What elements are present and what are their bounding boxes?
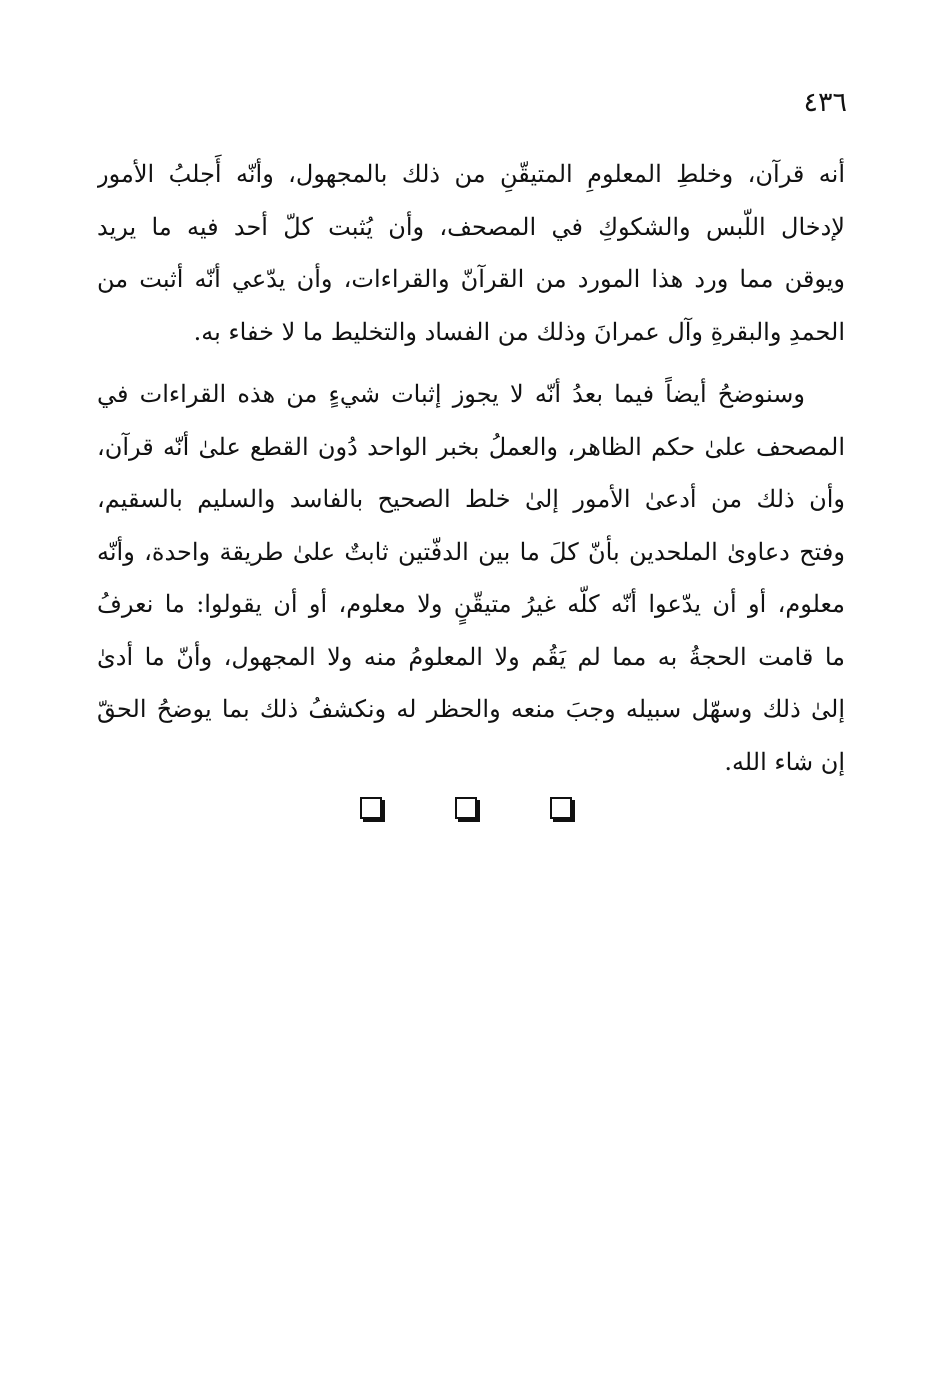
paragraph-1-line-4: الحمدِ والبقرةِ وآل عمرانَ وذلك من الفساد والتخليط ما لا خفاء به. [193, 317, 845, 346]
page-number: ٤٣٦ [803, 87, 847, 118]
square-ornament-icon [550, 797, 572, 819]
square-ornament-icon [455, 797, 477, 819]
paragraph-gap [97, 358, 845, 368]
paragraph-1 [97, 148, 845, 358]
paragraph-2-line-1: وسنوضحُ أيضاً فيما بعدُ أنّه لا يجوز إثبات شيءٍ من هذه القراءات في [97, 380, 805, 408]
paragraph-1-line-3: ويوقن مما ورد هذا المورد من القرآنّ والقراءات، وأن يدّعي أنّه أثبت من [97, 265, 845, 293]
paragraph-1-line-1: أنه قرآن، وخلطِ المعلومِ المتيقّنِ من ذلك بالمجهول، وأنّه أَجلبُ الأمور [97, 160, 845, 188]
paragraph-2-line-5: معلوم، أو أن يدّعوا أنّه كلّه غيرُ متيقّنٍ ولا معلوم، أو أن يقولوا: ما نعرفُ [97, 590, 845, 618]
paragraph-2-line-3: وأن ذلك من أدعىٰ الأمور إلىٰ خلط الصحيح بالفاسد والسليم بالسقيم، [97, 485, 845, 513]
paragraph-2-line-4: وفتح دعاوىٰ الملحدين بأنّ كلَ ما بين الدفّتين ثابتٌ علىٰ طريقة واحدة، وأنّه [97, 537, 845, 566]
paragraph-2-line-2: المصحف علىٰ حكم الظاهر، والعملُ بخبر الواحد دُون القطع علىٰ أنّه قرآن، [97, 432, 845, 461]
square-ornament-icon [360, 797, 382, 819]
paragraph-1-line-2: لإدخال اللّبس والشكوكِ في المصحف، وأن يُثبت كلّ أحد فيه ما يريد [97, 212, 845, 241]
paragraph-2-line-7: إلىٰ ذلك وسهّل سبيله وجبَ منعه والحظر له ونكشفُ ذلك بما يوضحُ الحقّ [97, 695, 845, 723]
section-end-ornaments [360, 797, 572, 827]
paragraph-2-line-8: إن شاء الله. [724, 747, 845, 776]
body-text [97, 148, 845, 788]
paragraph-2 [97, 368, 845, 788]
paragraph-2-line-6: ما قامت الحجةُ به مما لم يَقُم ولا المعلومُ منه ولا المجهول، وأنّ ما أدىٰ [97, 642, 845, 671]
